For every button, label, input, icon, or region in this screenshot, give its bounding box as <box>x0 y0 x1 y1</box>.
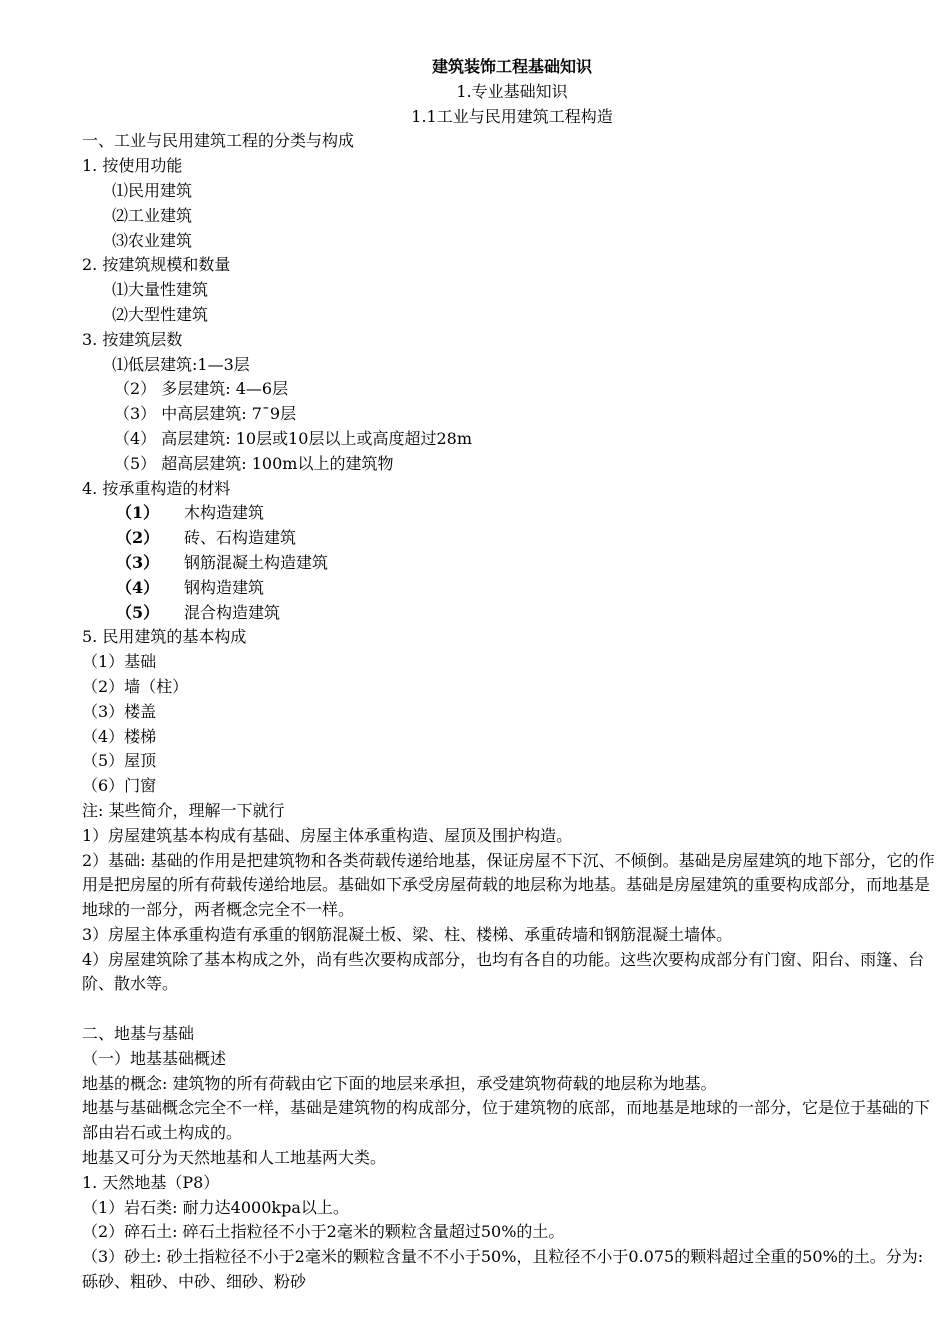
note-heading: 注: 某些简介，理解一下就行 <box>82 800 285 820</box>
list-item: ⑴低层建筑:1—3层 <box>112 354 250 374</box>
body-paragraph: 地基又可分为天然地基和人工地基两大类。 <box>82 1148 387 1168</box>
list-item: ⑴民用建筑 <box>112 180 193 200</box>
list-item <box>82 501 942 526</box>
item-text: 钢构造建筑 <box>184 577 265 597</box>
body-paragraph: 地基与基础概念完全不一样，基础是建筑物的构成部分，位于建筑物的底部，而地基是地球的一部分，它是位于基础的下部由岩石或土构成的。 <box>82 1098 931 1143</box>
list-item <box>82 576 942 601</box>
list-item: ⑵大型性建筑 <box>112 304 209 324</box>
blank-line <box>82 997 942 1022</box>
note-paragraph: 1）房屋建筑基本构成有基础、房屋主体承重构造、屋顶及围护构造。 <box>82 825 573 845</box>
doc-subtitle-1: 1.专业基础知识 <box>456 81 568 101</box>
by-material-heading: 4. 按承重构造的材料 <box>82 478 231 498</box>
list-item: ⑵工业建筑 <box>112 205 193 225</box>
list-item: （5）屋顶 <box>82 751 157 771</box>
body-paragraph: （2）碎石土: 碎石土指粒径不小于2毫米的颗粒含量超过50%的土。 <box>82 1222 565 1242</box>
item-number: （3） <box>116 552 160 572</box>
body-paragraph: （3）砂土: 砂土指粒径不小于2毫米的颗粒含量不不小于50%，且粒径不小于0.075的颗料超过全重的50%的土。分为: 砾砂、粗砂、中砂、细砂、粉砂 <box>82 1247 924 1292</box>
doc-subtitle-2: 1.1工业与民用建筑工程构造 <box>411 106 613 126</box>
list-item: （1）基础 <box>82 652 157 672</box>
by-floors-heading: 3. 按建筑层数 <box>82 329 183 349</box>
list-item: （3） 中高层建筑: 7¯9层 <box>114 404 297 424</box>
item-text: 砖、石构造建筑 <box>184 528 297 548</box>
doc-title: 建筑装饰工程基础知识 <box>431 57 592 76</box>
list-item: ⑶农业建筑 <box>112 230 193 250</box>
note-paragraph: 3）房屋主体承重构造有承重的钢筋混凝土板、梁、柱、楼梯、承重砖墙和钢筋混凝土墙体。 <box>82 924 733 944</box>
item-number: （5） <box>116 602 160 622</box>
item-number: （1） <box>116 503 160 523</box>
list-item: （4） 高层建筑: 10层或10层以上或高度超过28m <box>114 428 472 448</box>
list-item: ⑴大量性建筑 <box>112 280 209 300</box>
item-number: （2） <box>116 528 160 548</box>
civil-composition-heading: 5. 民用建筑的基本构成 <box>82 627 247 647</box>
list-item: （2） 多层建筑: 4—6层 <box>114 379 289 399</box>
natural-foundation-heading: 1. 天然地基（P8） <box>82 1172 220 1192</box>
item-text: 钢筋混凝土构造建筑 <box>184 552 329 572</box>
list-item <box>82 551 942 576</box>
document-page <box>82 55 942 1295</box>
list-item <box>82 526 942 551</box>
item-number: （4） <box>116 577 160 597</box>
list-item <box>82 601 942 626</box>
list-item: （5） 超高层建筑: 100m以上的建筑物 <box>114 453 394 473</box>
list-item: （6）门窗 <box>82 776 157 796</box>
note-paragraph: 2）基础: 基础的作用是把建筑物和各类荷载传递给地基，保证房屋不下沉、不倾倒。基础是房屋建筑的地下部分，它的作用是把房屋的所有荷载传递给地层。基础如下承受房屋荷载的地层称为地基。基础是房屋建筑的重要构成部分，而地基是地球的一部分，两者概念完全不一样。 <box>82 850 935 920</box>
body-paragraph: 地基的概念: 建筑物的所有荷载由它下面的地层来承担，承受建筑物荷载的地层称为地基。 <box>82 1073 717 1093</box>
item-text: 木构造建筑 <box>184 503 265 523</box>
by-scale-heading: 2. 按建筑规模和数量 <box>82 255 231 275</box>
note-paragraph: 4）房屋建筑除了基本构成之外，尚有些次要构成部分，也均有各自的功能。这些次要构成部分有门窗、阳台、雨篷、台阶、散水等。 <box>82 949 925 994</box>
list-item: （3）楼盖 <box>82 701 157 721</box>
body-paragraph: （1）岩石类: 耐力达4000kpa以上。 <box>82 1197 349 1217</box>
list-item: （4）楼梯 <box>82 726 157 746</box>
by-function-heading: 1. 按使用功能 <box>82 156 183 176</box>
section2-heading: 二、地基与基础 <box>82 1024 195 1044</box>
section2-subheading: （一）地基基础概述 <box>82 1048 227 1068</box>
item-text: 混合构造建筑 <box>184 602 281 622</box>
list-item: （2）墙（柱） <box>82 676 189 696</box>
section1-heading: 一、工业与民用建筑工程的分类与构成 <box>82 131 355 151</box>
